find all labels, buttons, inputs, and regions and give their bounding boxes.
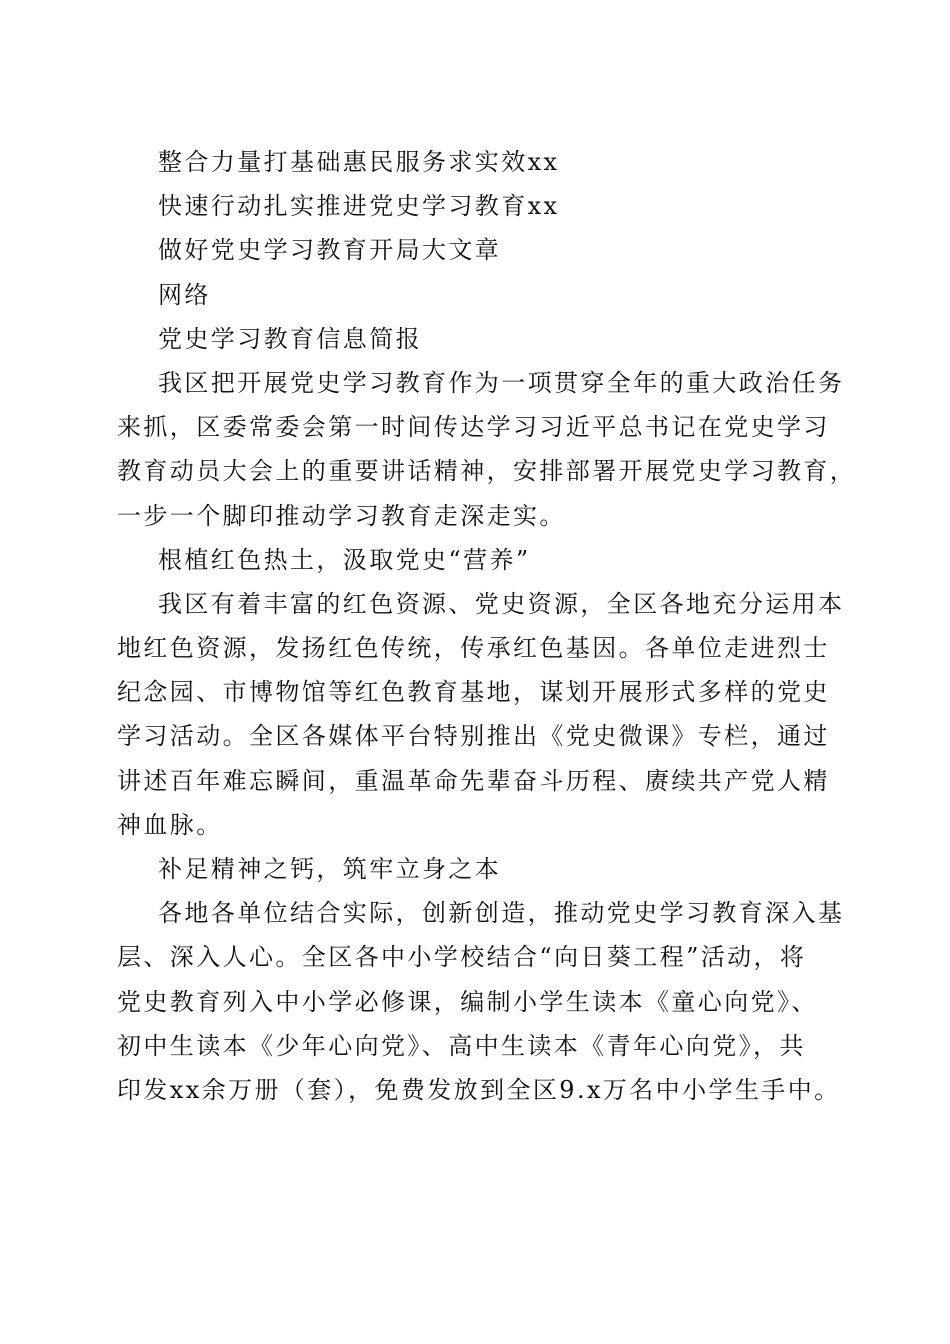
- paragraph-line: 讲述百年难忘瞬间，重温革命先辈奋斗历程、赓续共产党人精: [117, 766, 830, 795]
- paragraph-line: 我区有着丰富的红色资源、党史资源，全区各地充分运用本: [158, 589, 845, 618]
- paragraph-line: 神血脉。: [117, 810, 223, 839]
- paragraph-line: 来抓，区委常委会第一时间传达学习习近平总书记在党史学习: [117, 413, 830, 442]
- paragraph-1: [117, 361, 857, 538]
- paragraph-line: 层、深入人心。全区各中小学校结合“向日葵工程”活动，将: [117, 943, 807, 972]
- paragraph-line: 各地各单位结合实际，创新创造，推动党史学习教育深入基: [158, 899, 845, 928]
- paragraph-line: 纪念园、市博物馆等红色教育基地，谋划开展形式多样的党史: [117, 678, 830, 707]
- subheading-1: 根植红色热土，汲取党史“营养”: [158, 545, 531, 574]
- paragraph-line: 学习活动。全区各媒体平台特别推出《党史微课》专栏，通过: [117, 722, 830, 751]
- paragraph-3: [117, 891, 845, 1112]
- paragraph-line: 我区把开展党史学习教育作为一项贯穿全年的重大政治任务: [158, 368, 845, 397]
- subheading-2: 补足精神之钙，筑牢立身之本: [158, 855, 502, 883]
- heading: 党史学习教育信息简报: [158, 324, 422, 353]
- paragraph-line: 印发xx余万册（套），免费发放到全区9.x万名中小学生手中。: [117, 1075, 841, 1104]
- document-page: [117, 140, 857, 1112]
- heading: 整合力量打基础惠民服务求实效xx: [158, 148, 560, 176]
- heading: 快速行动扎实推进党史学习教育xx: [158, 192, 560, 221]
- heading: 网络: [158, 280, 211, 309]
- paragraph-line: 党史教育列入中小学必修课，编制小学生读本《童心向党》、: [117, 987, 818, 1016]
- paragraph-line: 教育动员大会上的重要讲话精神，安排部署开展党史学习教育，: [117, 457, 857, 486]
- paragraph-2: [117, 582, 845, 847]
- paragraph-line: 一步一个脚印推动学习教育走深走实。: [117, 501, 566, 530]
- heading: 做好党史学习教育开局大文章: [158, 236, 502, 265]
- paragraph-line: 初中生读本《少年心向党》、高中生读本《青年心向党》，共: [117, 1031, 806, 1060]
- paragraph-line: 地红色资源，发扬红色传统，传承红色基因。各单位走进烈士: [117, 634, 830, 663]
